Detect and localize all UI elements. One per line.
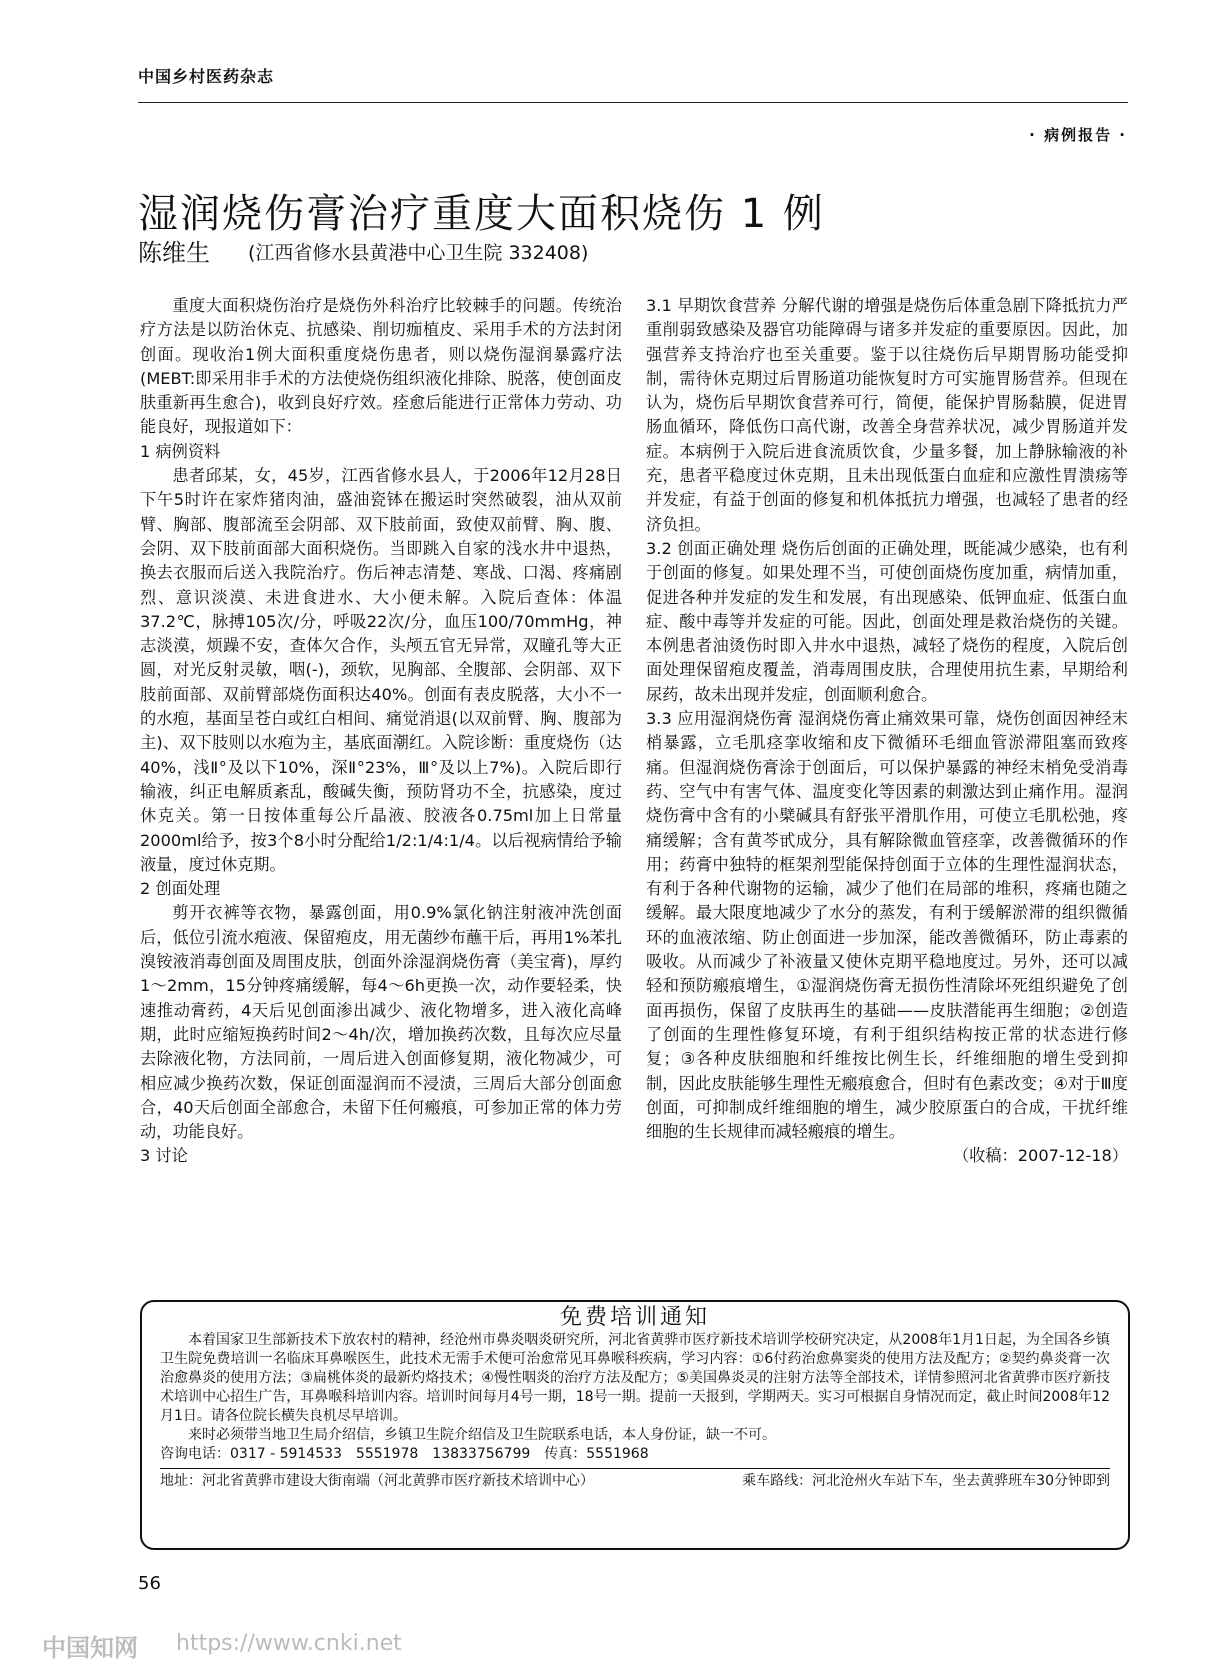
received-date: （收稿：2007-12-18） bbox=[952, 1146, 1128, 1166]
right-column bbox=[646, 294, 1128, 1169]
notice-phone: 咨询电话：0317 - 5914533 5551978 13833756799 传真：5551968 bbox=[160, 1446, 649, 1462]
case-paragraph: 患者邱某，女，45岁，江西省修水县人，于2006年12月28日下午5时许在家炸猪肉油，盛油瓷钵在搬运时突然破裂，油从双前臂、胸部、腹部流至会阴部、双下肢前面，致使双前臂、胸、腹、会阴、双下肢前面部大面积烧伤。当即跳入自家的浅水井中退热，换去衣服而后送入我院治疗。伤后神志清楚、寒战、口渴、疼痛剧烈、意识淡漠、未进食进水、大小便未解。入院后查体：体温37.2℃，脉搏105次/分，呼吸22次/分，血压100/70mmHg，神志淡漠，烦躁不安，查体欠合作，头颅五官无异常，双瞳孔等大正圆，对光反射灵敏，咽(-)，颈软，见胸部、全腹部、会阴部、双下肢前面部、双前臂部烧伤面积达40%。创面有表皮脱落，大小不一的水疱，基面呈苍白或红白相间、痛觉消退(以双前臂、胸、腹部为主)、双下肢则以水疱为主，基底面潮红。入院诊断：重度烧伤（达40%，浅Ⅱ°及以下10%，深Ⅱ°23%，Ⅲ°及以上7%)。入院后即行输液，纠正电解质紊乱，酸碱失衡，预防肾功不全，抗感染，度过休克关。第一日按体重每公斤晶液、胶液各0.75ml加上日常量2000ml给予，按3个8小时分配给1/2:1/4:1/4。以后视病情给予输液量，度过休克期。 bbox=[140, 466, 622, 874]
notice-route: 乘车路线：河北沧州火车站下车，坐去黄骅班车30分钟即到 bbox=[742, 1473, 1110, 1489]
notice-address-row bbox=[160, 1468, 1110, 1491]
notice-title: 免费培训通知 bbox=[559, 1305, 710, 1330]
notice-body: 本着国家卫生部新技术下放农村的精神，经沧州市鼻炎咽炎研究所，河北省黄骅市医疗新技术培训学校研究决定，从2008年1月1日起，为全国各乡镇卫生院免费培训一名临床耳鼻喉医生，此技术无需手术便可治愈常见耳鼻喉科疾病，学习内容：①6付药治愈鼻窦炎的使用方法及配方；②契约鼻炎膏一次治愈鼻炎的使用方法；③扁桃体炎的最新灼烙技术；④慢性咽炎的治疗方法及配方；⑤美国鼻炎灵的注射方法等全部技术，详情参照河北省黄骅市医疗新技术培训中心招生广告，耳鼻喉科培训内容。培训时间每月4号一期，18号一期。提前一天报到，学期两天。实习可根据自身情况而定，截止时间2008年12月1日。请各位院长横失良机尽早培训。 bbox=[160, 1332, 1110, 1424]
discussion-3-3: 3.3 应用湿润烧伤膏 湿润烧伤膏止痛效果可靠，烧伤创面因神经末梢暴露，立毛肌痉挛收缩和皮下微循环毛细血管淤滞阻塞而致疼痛。但湿润烧伤膏涂于创面后，可以保护暴露的神经末梢免受消毒药、空气中有害气体、温度变化等因素的刺激达到止痛作用。湿润烧伤膏中含有的小檗碱具有舒张平滑肌作用，可使立毛肌松弛，疼痛缓解；含有黄芩甙成分，具有解除微血管痉挛，改善微循环的作用；药膏中独特的框架剂型能保持创面于立体的生理性湿润状态，有利于各种代谢物的运输，减少了他们在局部的堆积，疼痛也随之缓解。最大限度地减少了水分的蒸发，有利于缓解淤滞的组织微循环的血液浓缩、防止创面进一步加深，能改善微循环，防止毒素的吸收。从而减少了补液量又使休克期平稳地度过。另外，还可以减轻和预防瘢痕增生，①湿润烧伤膏无损伤性清除坏死组织避免了创面再损伤，保留了皮肤再生的基础——皮肤潜能再生细胞；②创造了创面的生理性修复环境，有利于组织结构按正常的状态进行修复；③各种皮肤细胞和纤维按比例生长，纤维细胞的增生受到抑制，因此皮肤能够生理性无瘢痕愈合，但时有色素改变；④对于Ⅲ度创面，可抑制成纤维细胞的增生，减少胶原蛋白的合成，干扰纤维细胞的生长规律而减轻瘢痕的增生。 bbox=[646, 709, 1128, 1142]
section-heading-1: 1 病例资料 bbox=[140, 441, 221, 461]
section-tag: · 病例报告 · bbox=[1029, 126, 1127, 144]
discussion-3-1: 3.1 早期饮食营养 分解代谢的增强是烧伤后体重急剧下降抵抗力严重削弱致感染及器官功能障碍与诸多并发症的重要原因。因此，加强营养支持治疗也至关重要。鉴于以往烧伤后早期胃肠功能受抑制，需待休克期过后胃肠道功能恢复时方可实施胃肠营养。但现在认为，烧伤后早期饮食营养可行，简便，能保护胃肠黏膜，促进胃肠血循环，降低伤口高代谢，改善全身营养状况，减少胃肠道并发症。本病例于入院后进食流质饮食，少量多餐，加上静脉输液的补充，患者平稳度过休克期，且未出现低蛋白血症和应激性胃溃疡等并发症，有益于创面的修复和机体抵抗力增强，也减轻了患者的经济负担。 bbox=[646, 296, 1128, 534]
author-name: 陈维生 bbox=[138, 239, 210, 267]
cnki-watermark-url[interactable]: https://www.cnki.net bbox=[176, 1631, 402, 1656]
author-affiliation: (江西省修水县黄港中心卫生院 332408) bbox=[248, 242, 589, 264]
notice-address: 地址：河北省黄骅市建设大街南端（河北黄骅市医疗新技术培训中心） bbox=[160, 1473, 594, 1489]
article-title: 湿润烧伤膏治疗重度大面积烧伤 1 例 bbox=[138, 190, 825, 237]
section-heading-2: 2 创面处理 bbox=[140, 879, 221, 899]
section-heading-3: 3 讨论 bbox=[140, 1146, 188, 1166]
page-number: 56 bbox=[138, 1573, 161, 1594]
left-column bbox=[140, 294, 622, 1169]
wound-paragraph: 剪开衣裤等衣物，暴露创面，用0.9%氯化钠注射液冲洗创面后，低位引流水疱液、保留疱皮，用无菌纱布蘸干后，再用1%苯扎溴铵液消毒创面及周围皮肤，创面外涂湿润烧伤膏（美宝膏)，厚约1～2mm，15分钟疼痛缓解，每4～6h更换一次，动作要轻柔，快速推动膏药，4天后见创面渗出减少、液化物增多，进入液化高峰期，此时应缩短换药时间2～4h/次，增加换药次数，且每次应尽量去除液化物，方法同前，一周后进入创面修复期，液化物减少，可相应减少换药次数，保证创面湿润而不浸渍，三周后大部分创面愈合，40天后创面全部愈合，未留下任何瘢痕，可参加正常的体力劳动，功能良好。 bbox=[140, 903, 622, 1142]
cnki-watermark-logo: 中国知网 bbox=[42, 1634, 138, 1662]
header-rule bbox=[138, 102, 1128, 103]
training-notice-box bbox=[140, 1300, 1130, 1550]
discussion-3-2: 3.2 创面正确处理 烧伤后创面的正确处理，既能减少感染，也有利于创面的修复。如果处理不当，可使创面烧伤度加重，病情加重，促进各种并发症的发生和发展，有出现感染、低钾血症、低蛋白血症、酸中毒等并发症的可能。因此，创面处理是救治烧伤的关键。本例患者油烫伤时即入井水中退热，减轻了烧伤的程度，入院后创面处理保留疱皮覆盖，消毒周围皮肤，合理使用抗生素，早期给利尿药，故未出现并发症，创面顺利愈合。 bbox=[646, 538, 1128, 704]
notice-requirement: 来时必须带当地卫生局介绍信，乡镇卫生院介绍信及卫生院联系电话，本人身份证，缺一不可。 bbox=[188, 1427, 776, 1443]
intro-paragraph: 重度大面积烧伤治疗是烧伤外科治疗比较棘手的问题。传统治疗方法是以防治休克、抗感染、削切痂植皮、采用手术的方法封闭创面。现收治1例大面积重度烧伤患者，则以烧伤湿润暴露疗法(MEBT:即采用非手术的方法使烧伤组织液化排除、脱落，使创面皮肤重新再生愈合)，收到良好疗效。痊愈后能进行正常体力劳动、功能良好，现报道如下： bbox=[140, 296, 622, 437]
journal-name: 中国乡村医药杂志 bbox=[138, 67, 275, 86]
